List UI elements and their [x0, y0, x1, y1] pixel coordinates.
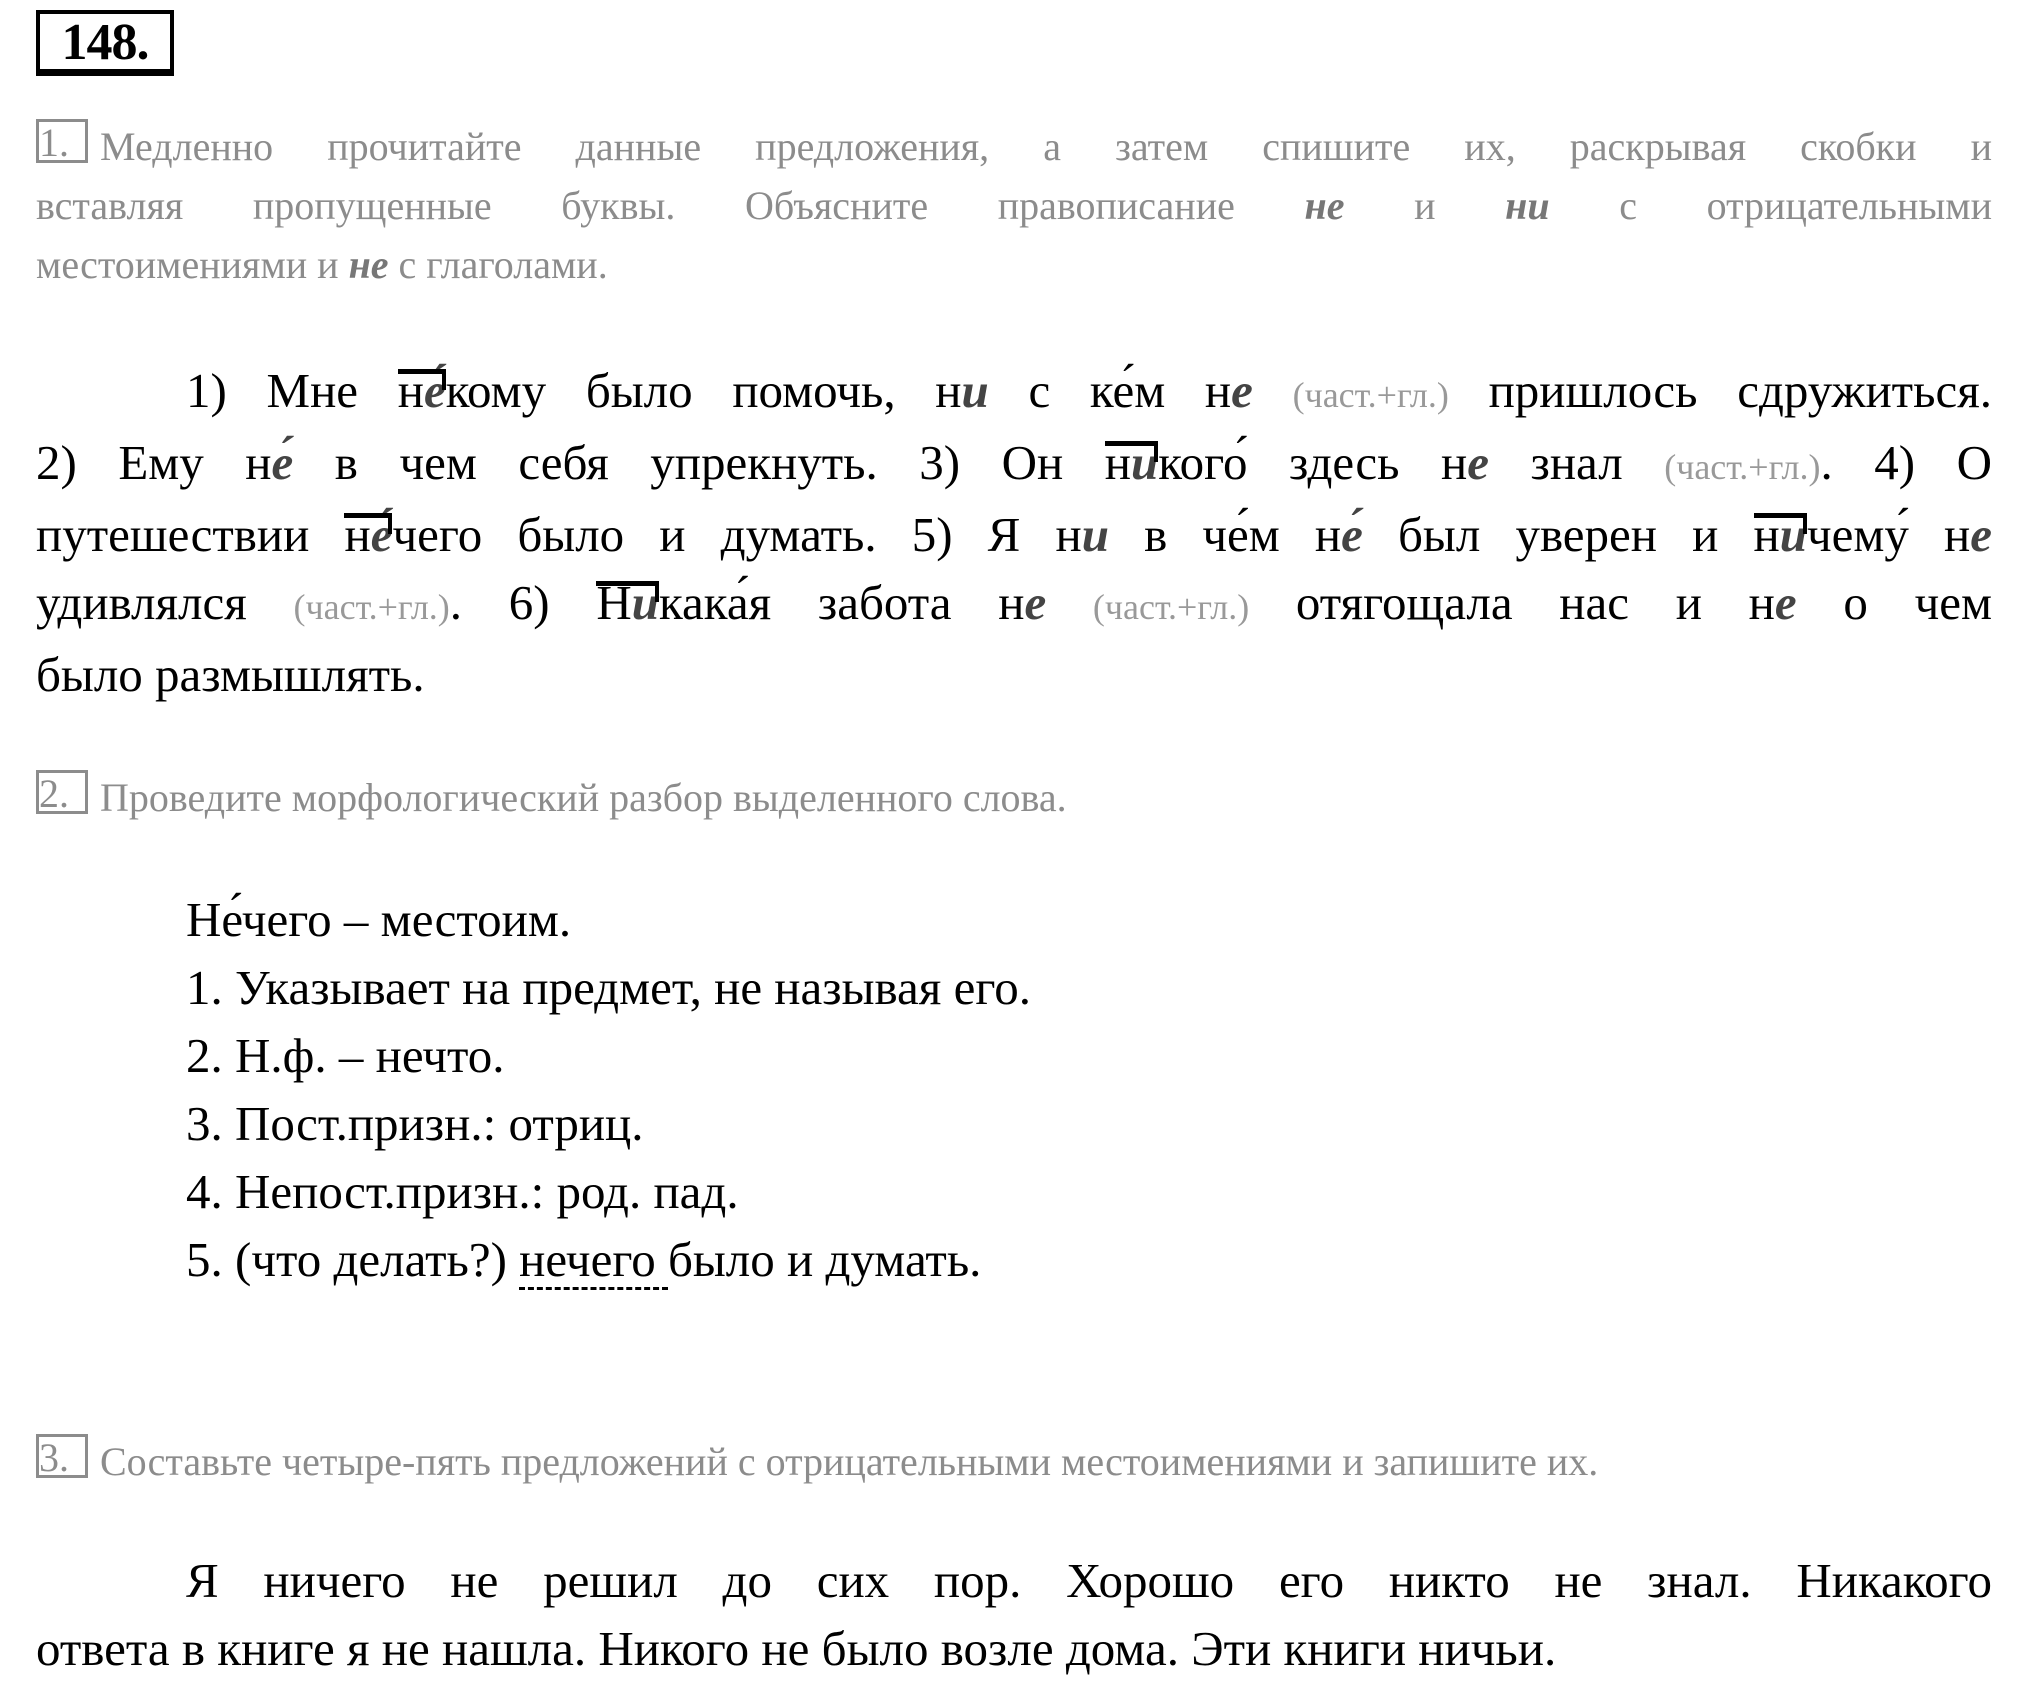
- text: Я ничего не решил до сих пор. Хорошо его никто не знал. Никакого: [186, 1553, 1992, 1608]
- task-3-instruction: [36, 1432, 1992, 1491]
- inserted-letter: е: [1231, 363, 1253, 418]
- text: путешествии: [36, 507, 345, 562]
- text: знал: [1488, 435, 1665, 490]
- task-number-box: 1.: [36, 119, 88, 163]
- inserted-letter: е́: [1341, 507, 1363, 562]
- text-line: [36, 429, 1992, 501]
- text: 2) Ему н: [36, 435, 272, 490]
- text-line: [36, 176, 1992, 235]
- text: ответа в книге я не нашла. Никого не было возле дома. Эти книги ничьи.: [36, 1621, 1557, 1676]
- grammar-note: (част.+гл.): [1664, 447, 1821, 487]
- exercise-number: 148.: [36, 10, 174, 76]
- inserted-letter: и: [1131, 435, 1159, 490]
- text: чего было и думать. 5) Я н: [392, 507, 1082, 562]
- inserted-letter: е́: [423, 363, 446, 418]
- text: пришлось сдружиться.: [1448, 363, 1992, 418]
- text-line: [36, 1615, 1992, 1683]
- text-line: [186, 1090, 1031, 1158]
- text-line: [186, 1022, 1031, 1090]
- task-2-answer: [186, 886, 1031, 1294]
- inserted-letter: и: [961, 363, 989, 418]
- text: о чем: [1796, 575, 1992, 630]
- task-2-instruction: [36, 768, 1992, 827]
- morpheme-bracket: [344, 507, 392, 562]
- text: н: [1753, 507, 1780, 562]
- emphasis: не: [1304, 183, 1345, 228]
- text: [1253, 363, 1293, 418]
- text-line: [36, 768, 1992, 827]
- inserted-letter: и: [1081, 507, 1109, 562]
- text: с ке́м н: [988, 363, 1232, 418]
- emphasis: ни: [1505, 183, 1550, 228]
- text: с отрицательными: [1549, 183, 1993, 228]
- text-line: [186, 954, 1031, 1022]
- text: Проведите морфологический разбор выделенного слова.: [100, 775, 1067, 820]
- text: 4. Непост.призн.: род. пад.: [186, 1164, 739, 1219]
- text: кака́я забота н: [658, 575, 1025, 630]
- text-line: [36, 357, 1992, 429]
- inserted-letter: е: [1774, 575, 1797, 630]
- text: было размышлять.: [36, 647, 425, 702]
- text: Составьте четыре-пять предложений с отрицательными местоимениями и запишите их.: [100, 1439, 1599, 1484]
- morpheme-bracket: [1105, 435, 1159, 490]
- text-line: [186, 1226, 1031, 1294]
- text: 5. (что делать?): [186, 1232, 520, 1287]
- text: н: [1104, 435, 1131, 490]
- grammar-note: (част.+гл.): [1292, 375, 1449, 415]
- text-line: [36, 235, 1992, 294]
- text: . 6): [449, 575, 597, 630]
- inserted-letter: е: [1024, 575, 1047, 630]
- text: [1046, 575, 1093, 630]
- text: Не́чего – местоим.: [186, 892, 572, 947]
- text: Н: [596, 575, 632, 630]
- text: с глаголами.: [388, 242, 608, 287]
- text: в чем себя упрекнуть. 3) Он: [293, 435, 1105, 490]
- text: и: [1344, 183, 1506, 228]
- text: 2. Н.ф. – нечто.: [186, 1028, 505, 1083]
- text-line: [36, 117, 1992, 176]
- text-line: [36, 569, 1992, 641]
- morpheme-bracket: [1754, 507, 1808, 562]
- text: 1. Указывает на предмет, не называя его.: [186, 960, 1031, 1015]
- task-number-box: 3.: [36, 1434, 88, 1478]
- text: кого́ здесь н: [1158, 435, 1468, 490]
- text: н: [397, 363, 424, 418]
- morpheme-bracket: [398, 363, 446, 418]
- text: был уверен и: [1362, 507, 1754, 562]
- underlined-word: нечего: [519, 1232, 668, 1290]
- text: удивлялся: [36, 575, 294, 630]
- task-3-answer: [36, 1547, 1992, 1683]
- inserted-letter: и: [631, 575, 659, 630]
- text: кому было помочь, н: [445, 363, 962, 418]
- text: 3. Пост.призн.: отриц.: [186, 1096, 644, 1151]
- emphasis: не: [348, 242, 389, 287]
- text: Медленно прочитайте данные предложения, а затем спишите их, раскрывая скобки и: [100, 124, 1992, 169]
- text: 1) Мне: [186, 363, 398, 418]
- text: вставляя пропущенные буквы. Объясните правописание: [36, 183, 1305, 228]
- inserted-letter: е́: [370, 507, 393, 562]
- text: местоимениями и: [36, 242, 349, 287]
- text-line: [36, 1547, 1992, 1615]
- grammar-note: (част.+гл.): [1092, 587, 1250, 627]
- inserted-letter: е: [1970, 507, 1993, 562]
- inserted-letter: е: [1467, 435, 1489, 490]
- inserted-letter: е́: [271, 435, 294, 490]
- grammar-note: (част.+гл.): [293, 587, 450, 627]
- text-line: [36, 1432, 1992, 1491]
- text-line: [186, 1158, 1031, 1226]
- text: . 4) О: [1820, 435, 1992, 490]
- task-1-instruction: [36, 117, 1992, 294]
- morpheme-bracket: [596, 575, 659, 630]
- text: было и думать.: [667, 1232, 982, 1287]
- task-1-answer: [36, 357, 1992, 709]
- text: в че́м н: [1108, 507, 1342, 562]
- inserted-letter: и: [1779, 507, 1807, 562]
- text: отягощала нас и н: [1249, 575, 1775, 630]
- text-line: [36, 501, 1992, 569]
- text-line: [36, 641, 1992, 709]
- text-line: [186, 886, 1031, 954]
- text: н: [344, 507, 371, 562]
- text: чему́ н: [1807, 507, 1971, 562]
- task-number-box: 2.: [36, 770, 88, 814]
